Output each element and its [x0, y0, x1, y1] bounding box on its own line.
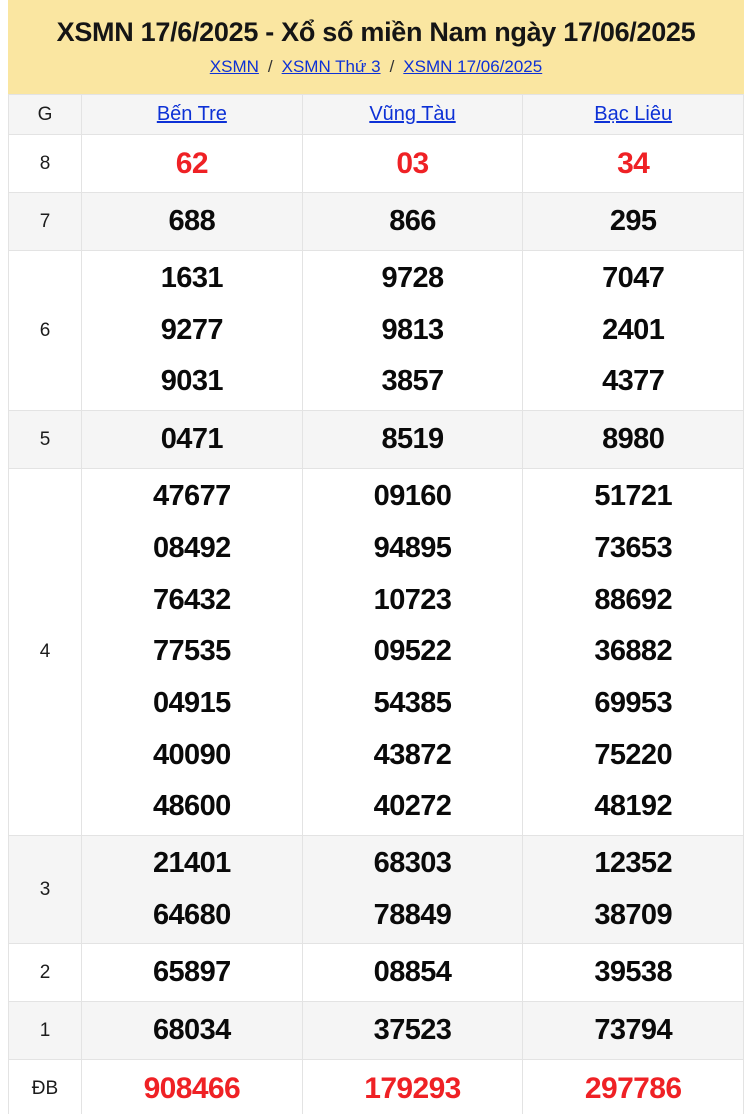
- column-header-ben-tre[interactable]: Bến Tre: [156, 103, 227, 125]
- prize-number: 21401: [153, 847, 231, 880]
- prize-number: 73653: [594, 531, 672, 564]
- prize-number: 3857: [381, 365, 444, 398]
- prize-row-8: [9, 134, 743, 192]
- prize-cell: [522, 469, 743, 835]
- breadcrumb-link-xsmn-thu-3[interactable]: XSMN Thứ 3: [281, 57, 381, 76]
- prize-number: 9813: [381, 313, 444, 346]
- prize-number: 2401: [602, 313, 665, 346]
- prize-number: 77535: [153, 635, 231, 668]
- prize-cell: [81, 193, 302, 250]
- prize-number: 10723: [373, 583, 452, 616]
- prize-number: 7047: [602, 262, 665, 294]
- prize-number: 36882: [594, 635, 672, 668]
- tier-label: 3: [39, 878, 51, 900]
- prize-number: 39538: [594, 956, 672, 989]
- prize-row-6: [9, 250, 743, 410]
- prize-row-7: [9, 192, 743, 250]
- prize-number: 64680: [153, 898, 231, 931]
- prize-number: 88692: [594, 583, 672, 616]
- prize-number: 34: [617, 146, 650, 180]
- prize-number: 68034: [153, 1014, 231, 1047]
- prize-number: 4377: [602, 365, 665, 398]
- prize-number: 94895: [373, 531, 452, 564]
- prize-row-3: [9, 835, 743, 943]
- prize-row-2: [9, 943, 743, 1001]
- table-header-row: [9, 95, 743, 134]
- prize-number: 295: [609, 204, 657, 237]
- prize-number: 68303: [373, 847, 452, 880]
- prize-cell: [302, 251, 523, 410]
- prize-number: 179293: [364, 1072, 461, 1106]
- prize-number: 65897: [153, 956, 231, 989]
- tier-label: 5: [39, 428, 51, 450]
- column-header-cell: [522, 95, 743, 134]
- prize-cell: [81, 836, 302, 943]
- prize-cell: [302, 135, 523, 192]
- prize-cell: [81, 411, 302, 468]
- tier-label: ĐB: [31, 1077, 59, 1099]
- prize-cell: [81, 251, 302, 410]
- prize-cell: [81, 1060, 302, 1114]
- prize-number: 09522: [373, 635, 452, 668]
- prize-number: 47677: [153, 480, 231, 513]
- breadcrumb-separator: /: [267, 57, 273, 76]
- prize-number: 38709: [594, 898, 672, 931]
- tier-label: 6: [39, 319, 51, 341]
- prize-number: 866: [389, 204, 436, 237]
- prize-number: 1631: [160, 262, 223, 294]
- prize-number: 75220: [594, 738, 672, 771]
- prize-number: 37523: [373, 1014, 452, 1047]
- breadcrumb-link-xsmn-date[interactable]: XSMN 17/06/2025: [403, 57, 543, 76]
- prize-cell: [81, 1002, 302, 1059]
- prize-number: 43872: [373, 738, 452, 771]
- prize-number: 40090: [153, 738, 231, 771]
- prize-cell: [302, 1002, 523, 1059]
- prize-number: 54385: [373, 686, 452, 719]
- breadcrumb: [210, 57, 542, 77]
- column-header-vung-tau[interactable]: Vũng Tàu: [369, 103, 456, 125]
- tier-label: 1: [39, 1019, 51, 1041]
- prize-cell: [522, 1002, 743, 1059]
- prize-number: 12352: [594, 847, 672, 880]
- prize-number: 908466: [143, 1072, 241, 1106]
- prize-number: 9277: [160, 313, 223, 346]
- prize-cell: [522, 836, 743, 943]
- page-header: [8, 0, 744, 94]
- prize-number: 09160: [373, 480, 452, 513]
- tier-column-header: G: [37, 103, 53, 125]
- prize-number: 76432: [153, 583, 231, 616]
- prize-cell: [522, 193, 743, 250]
- prize-cell: [302, 1060, 523, 1114]
- prize-number: 297786: [584, 1072, 682, 1106]
- prize-number: 51721: [594, 480, 672, 513]
- prize-cell: [522, 944, 743, 1001]
- prize-cell: [522, 1060, 743, 1114]
- prize-cell: [522, 411, 743, 468]
- prize-number: 40272: [373, 790, 452, 823]
- prize-number: 8980: [602, 422, 665, 455]
- prize-number: 688: [168, 204, 216, 237]
- prize-number: 08854: [373, 956, 452, 989]
- prize-number: 48600: [153, 790, 231, 823]
- prize-cell: [522, 251, 743, 410]
- breadcrumb-separator: /: [389, 57, 395, 76]
- prize-cell: [81, 944, 302, 1001]
- column-header-cell: [302, 95, 523, 134]
- prize-row-ĐB: [9, 1059, 743, 1114]
- prize-cell: [302, 836, 523, 943]
- prize-row-1: [9, 1001, 743, 1059]
- results-table: [8, 94, 744, 1114]
- column-header-bac-lieu[interactable]: Bạc Liêu: [594, 103, 673, 125]
- prize-cell: [302, 469, 523, 835]
- prize-row-5: [9, 410, 743, 468]
- prize-number: 62: [175, 146, 208, 180]
- prize-number: 69953: [594, 686, 672, 719]
- prize-number: 04915: [153, 686, 231, 719]
- column-header-cell: [81, 95, 302, 134]
- tier-label: 7: [39, 210, 51, 232]
- prize-cell: [302, 944, 523, 1001]
- prize-cell: [81, 469, 302, 835]
- page-title: XSMN 17/6/2025 - Xổ số miền Nam ngày 17/06/2025: [56, 17, 696, 47]
- prize-cell: [302, 193, 523, 250]
- prize-number: 03: [396, 146, 429, 180]
- tier-label: 8: [39, 152, 51, 174]
- breadcrumb-link-xsmn[interactable]: XSMN: [209, 57, 259, 76]
- prize-number: 48192: [594, 790, 672, 823]
- tier-label: 4: [39, 641, 51, 663]
- prize-number: 0471: [160, 422, 223, 455]
- prize-cell: [522, 135, 743, 192]
- prize-number: 9728: [381, 262, 444, 294]
- prize-row-4: [9, 468, 743, 835]
- prize-number: 73794: [594, 1014, 672, 1047]
- prize-number: 78849: [373, 898, 452, 931]
- prize-cell: [81, 135, 302, 192]
- prize-number: 9031: [160, 365, 223, 398]
- prize-number: 8519: [381, 422, 444, 455]
- prize-cell: [302, 411, 523, 468]
- prize-number: 08492: [153, 531, 231, 564]
- tier-label: 2: [39, 961, 51, 983]
